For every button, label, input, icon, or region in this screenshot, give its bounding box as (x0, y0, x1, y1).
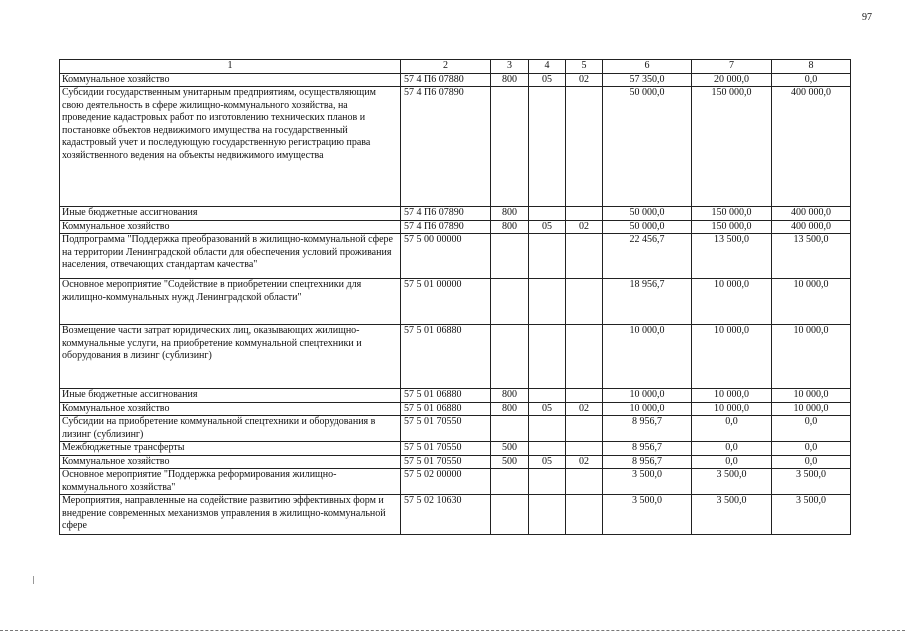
row-year3: 13 500,0 (772, 234, 851, 279)
row-vr (491, 325, 529, 389)
row-year2: 150 000,0 (692, 207, 772, 221)
row-rz (529, 234, 566, 279)
row-name: Субсидии на приобретение коммунальной спецтехники и оборудования в лизинг (сублизинг) (60, 416, 401, 442)
row-code: 57 5 00 00000 (401, 234, 491, 279)
row-year2: 13 500,0 (692, 234, 772, 279)
table-row (60, 87, 851, 207)
row-year3: 400 000,0 (772, 87, 851, 207)
row-year1: 50 000,0 (603, 220, 692, 234)
row-name: Иные бюджетные ассигнования (60, 207, 401, 221)
row-code: 57 4 П6 07890 (401, 220, 491, 234)
row-year3: 10 000,0 (772, 279, 851, 325)
row-rz (529, 389, 566, 403)
row-year1: 22 456,7 (603, 234, 692, 279)
row-year2: 0,0 (692, 455, 772, 469)
header-cell-6: 6 (603, 60, 692, 74)
table-row (60, 402, 851, 416)
row-year3: 0,0 (772, 442, 851, 456)
row-code: 57 4 П6 07890 (401, 207, 491, 221)
row-pr: 02 (566, 402, 603, 416)
row-rz (529, 416, 566, 442)
row-pr (566, 234, 603, 279)
row-rz (529, 207, 566, 221)
row-rz (529, 279, 566, 325)
header-cell-3: 3 (491, 60, 529, 74)
row-pr (566, 469, 603, 495)
row-vr (491, 495, 529, 535)
row-vr: 500 (491, 442, 529, 456)
bottom-rule (0, 630, 905, 631)
row-year2: 0,0 (692, 442, 772, 456)
row-vr: 800 (491, 73, 529, 87)
table-row (60, 279, 851, 325)
row-code: 57 5 01 70550 (401, 416, 491, 442)
table-row (60, 442, 851, 456)
row-rz (529, 442, 566, 456)
row-vr (491, 87, 529, 207)
row-year3: 10 000,0 (772, 402, 851, 416)
table-row (60, 73, 851, 87)
row-code: 57 5 01 00000 (401, 279, 491, 325)
row-year3: 0,0 (772, 416, 851, 442)
row-pr (566, 389, 603, 403)
row-year1: 8 956,7 (603, 442, 692, 456)
row-vr: 800 (491, 389, 529, 403)
page-number: 97 (862, 12, 872, 23)
table-row (60, 220, 851, 234)
row-rz (529, 87, 566, 207)
row-year2: 10 000,0 (692, 402, 772, 416)
row-vr: 800 (491, 402, 529, 416)
header-cell-1: 1 (60, 60, 401, 74)
row-rz (529, 495, 566, 535)
row-year3: 400 000,0 (772, 220, 851, 234)
row-vr (491, 234, 529, 279)
row-name: Основное мероприятие "Содействие в приобретении спецтехники для жилищно-коммунальных нужд Ленинградской области" (60, 279, 401, 325)
row-year1: 18 956,7 (603, 279, 692, 325)
row-year1: 57 350,0 (603, 73, 692, 87)
row-year3: 0,0 (772, 73, 851, 87)
row-year2: 20 000,0 (692, 73, 772, 87)
row-code: 57 5 01 70550 (401, 442, 491, 456)
row-rz: 05 (529, 455, 566, 469)
header-cell-2: 2 (401, 60, 491, 74)
table-row (60, 325, 851, 389)
row-year1: 50 000,0 (603, 207, 692, 221)
table-row (60, 455, 851, 469)
row-name: Возмещение части затрат юридических лиц, оказывающих жилищно-коммунальные услуги, на приобретение коммунальной спецтехники и оборудования в лизинг (сублизинг) (60, 325, 401, 389)
row-pr: 02 (566, 220, 603, 234)
row-year1: 3 500,0 (603, 469, 692, 495)
header-cell-5: 5 (566, 60, 603, 74)
row-rz (529, 469, 566, 495)
row-year2: 3 500,0 (692, 469, 772, 495)
row-vr: 800 (491, 207, 529, 221)
row-code: 57 4 П6 07880 (401, 73, 491, 87)
header-cell-7: 7 (692, 60, 772, 74)
table-row (60, 389, 851, 403)
row-pr (566, 207, 603, 221)
row-year1: 10 000,0 (603, 389, 692, 403)
row-name: Основное мероприятие "Поддержка реформирования жилищно-коммунального хозяйства" (60, 469, 401, 495)
row-year1: 10 000,0 (603, 402, 692, 416)
row-year1: 8 956,7 (603, 455, 692, 469)
header-row (60, 60, 851, 74)
row-rz: 05 (529, 73, 566, 87)
row-pr (566, 442, 603, 456)
row-pr: 02 (566, 73, 603, 87)
table-row (60, 207, 851, 221)
table-row (60, 469, 851, 495)
row-year2: 10 000,0 (692, 389, 772, 403)
row-pr (566, 279, 603, 325)
row-pr (566, 325, 603, 389)
row-pr (566, 416, 603, 442)
row-code: 57 5 01 06880 (401, 389, 491, 403)
row-name: Межбюджетные трансферты (60, 442, 401, 456)
row-year2: 150 000,0 (692, 87, 772, 207)
row-code: 57 5 01 70550 (401, 455, 491, 469)
row-year1: 10 000,0 (603, 325, 692, 389)
table-row (60, 495, 851, 535)
row-pr: 02 (566, 455, 603, 469)
row-pr (566, 495, 603, 535)
table-row (60, 416, 851, 442)
budget-table (59, 59, 851, 535)
row-year2: 0,0 (692, 416, 772, 442)
row-year3: 10 000,0 (772, 389, 851, 403)
table-body (60, 60, 851, 535)
header-cell-4: 4 (529, 60, 566, 74)
row-name: Коммунальное хозяйство (60, 220, 401, 234)
row-year2: 10 000,0 (692, 325, 772, 389)
row-name: Коммунальное хозяйство (60, 73, 401, 87)
row-code: 57 5 02 10630 (401, 495, 491, 535)
row-year1: 50 000,0 (603, 87, 692, 207)
row-year2: 150 000,0 (692, 220, 772, 234)
row-code: 57 5 01 06880 (401, 402, 491, 416)
row-name: Мероприятия, направленные на содействие развитию эффективных форм и внедрение современных механизмов управления в жилищно-коммунальной сфере (60, 495, 401, 535)
row-vr: 800 (491, 220, 529, 234)
row-year2: 10 000,0 (692, 279, 772, 325)
row-year1: 3 500,0 (603, 495, 692, 535)
row-code: 57 5 02 00000 (401, 469, 491, 495)
row-name: Коммунальное хозяйство (60, 402, 401, 416)
table-row (60, 234, 851, 279)
margin-mark (33, 576, 34, 584)
row-year3: 10 000,0 (772, 325, 851, 389)
row-year2: 3 500,0 (692, 495, 772, 535)
row-rz: 05 (529, 220, 566, 234)
row-pr (566, 87, 603, 207)
row-name: Субсидии государственным унитарным предприятиям, осуществляющим свою деятельность в сфере жилищно-коммунального хозяйства, на проведение кадастровых работ по изготовлению технических планов и постановке объектов недвижимого имущества на государственный кадастровый учет и последующую государственную регистрацию права хозяйственного ведения на объекты недвижимого имущества (60, 87, 401, 207)
row-code: 57 4 П6 07890 (401, 87, 491, 207)
row-year3: 3 500,0 (772, 495, 851, 535)
row-name: Коммунальное хозяйство (60, 455, 401, 469)
row-vr: 500 (491, 455, 529, 469)
row-vr (491, 469, 529, 495)
header-cell-8: 8 (772, 60, 851, 74)
row-year3: 400 000,0 (772, 207, 851, 221)
row-rz (529, 325, 566, 389)
row-year1: 8 956,7 (603, 416, 692, 442)
row-name: Подпрограмма "Поддержка преобразований в жилищно-коммунальной сфере на территории Ленинградской области для обеспечения условий проживания населения, отвечающих стандартам качества" (60, 234, 401, 279)
row-name: Иные бюджетные ассигнования (60, 389, 401, 403)
row-vr (491, 416, 529, 442)
row-rz: 05 (529, 402, 566, 416)
row-year3: 3 500,0 (772, 469, 851, 495)
row-year3: 0,0 (772, 455, 851, 469)
row-code: 57 5 01 06880 (401, 325, 491, 389)
row-vr (491, 279, 529, 325)
